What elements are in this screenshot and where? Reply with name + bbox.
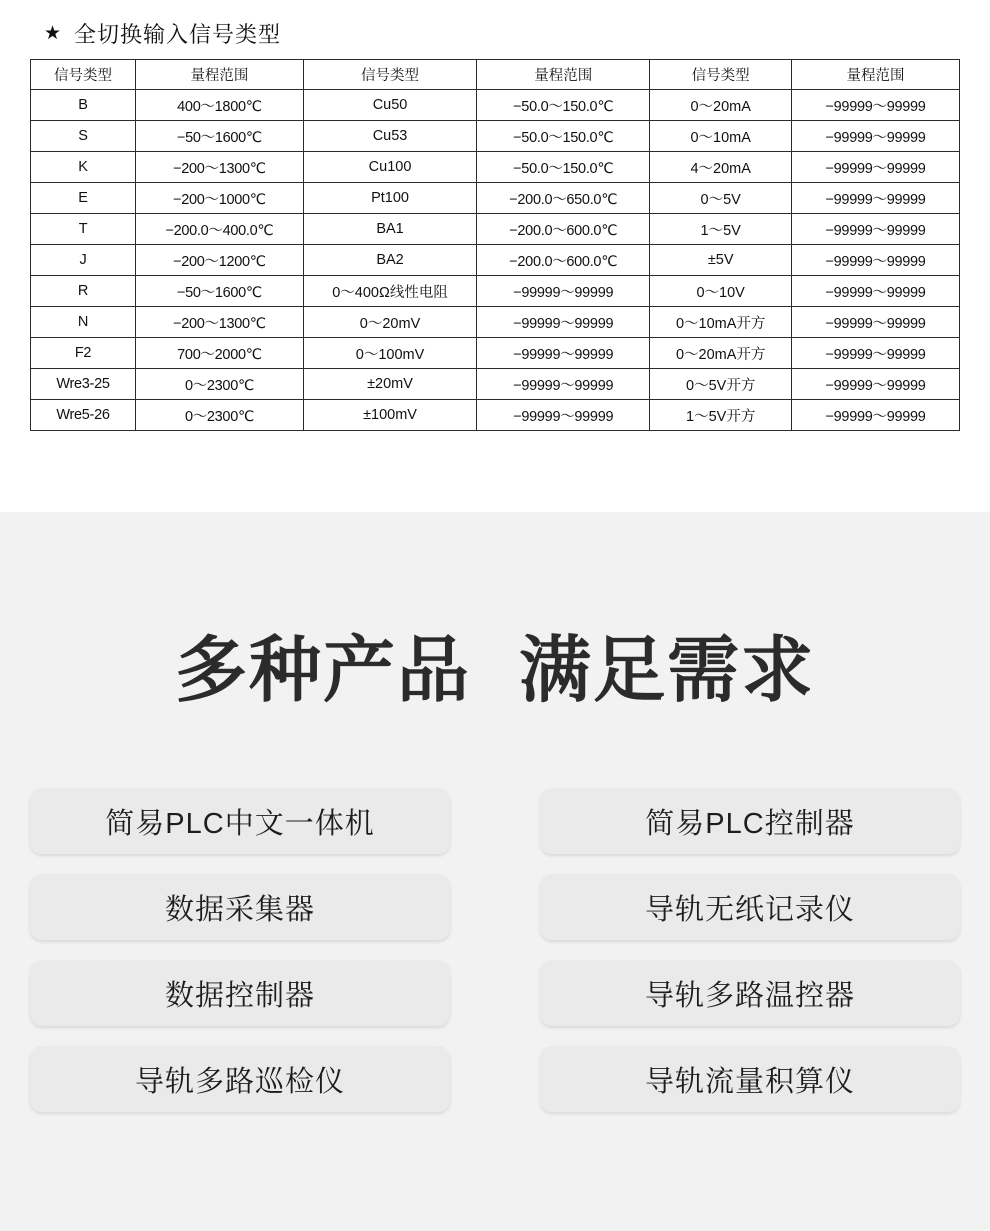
- cell-range: −50～1600℃: [135, 121, 303, 152]
- cell-range: −99999～99999: [792, 400, 960, 431]
- column-header: 信号类型: [31, 60, 136, 90]
- cell-range: −200～1300℃: [135, 307, 303, 338]
- cell-range: −99999～99999: [477, 369, 650, 400]
- cell-signal-type: 0～20mA开方: [650, 338, 792, 369]
- cell-range: −50.0～150.0℃: [477, 152, 650, 183]
- product-item-rail-multichannel-temp-controller[interactable]: 导轨多路温控器: [540, 960, 960, 1026]
- cell-signal-type: Wre5-26: [31, 400, 136, 431]
- cell-range: −99999～99999: [792, 152, 960, 183]
- table-row: [31, 183, 960, 214]
- headline-right: 满足需求: [519, 631, 816, 711]
- headline-left: 多种产品: [174, 631, 471, 711]
- cell-signal-type: 0～5V开方: [650, 369, 792, 400]
- cell-signal-type: 1～5V开方: [650, 400, 792, 431]
- table-row: [31, 338, 960, 369]
- cell-range: −99999～99999: [792, 121, 960, 152]
- cell-range: −99999～99999: [477, 276, 650, 307]
- signal-table-wrapper: [0, 59, 990, 431]
- cell-signal-type: Cu53: [303, 121, 476, 152]
- table-row: [31, 369, 960, 400]
- column-header: 信号类型: [650, 60, 792, 90]
- cell-range: −50.0～150.0℃: [477, 90, 650, 121]
- cell-range: −200.0～600.0℃: [477, 214, 650, 245]
- cell-signal-type: 0～5V: [650, 183, 792, 214]
- cell-signal-type: 1～5V: [650, 214, 792, 245]
- cell-range: 0～2300℃: [135, 369, 303, 400]
- cell-range: −50～1600℃: [135, 276, 303, 307]
- cell-signal-type: 0～10V: [650, 276, 792, 307]
- table-row: [31, 121, 960, 152]
- cell-range: −200～1000℃: [135, 183, 303, 214]
- cell-signal-type: ±20mV: [303, 369, 476, 400]
- product-list: [30, 716, 960, 1112]
- cell-range: −99999～99999: [477, 307, 650, 338]
- cell-range: −200.0～400.0℃: [135, 214, 303, 245]
- product-item-data-controller[interactable]: 数据控制器: [30, 960, 450, 1026]
- column-header: 信号类型: [303, 60, 476, 90]
- cell-signal-type: F2: [31, 338, 136, 369]
- cell-range: −99999～99999: [477, 338, 650, 369]
- signal-type-table: [30, 59, 960, 431]
- section-title: 全切换输入信号类型: [74, 22, 282, 47]
- cell-signal-type: 0～20mA: [650, 90, 792, 121]
- products-section: [0, 512, 990, 1231]
- product-item-rail-paperless-recorder[interactable]: 导轨无纸记录仪: [540, 874, 960, 940]
- cell-range: −99999～99999: [792, 307, 960, 338]
- cell-range: −99999～99999: [792, 338, 960, 369]
- product-item-plc-controller[interactable]: 简易PLC控制器: [540, 788, 960, 854]
- table-row: [31, 245, 960, 276]
- cell-range: 0～2300℃: [135, 400, 303, 431]
- cell-signal-type: ±5V: [650, 245, 792, 276]
- cell-range: −99999～99999: [792, 214, 960, 245]
- cell-range: 700～2000℃: [135, 338, 303, 369]
- cell-range: −99999～99999: [792, 369, 960, 400]
- cell-signal-type: Cu50: [303, 90, 476, 121]
- table-row: [31, 276, 960, 307]
- section-heading: [0, 0, 990, 59]
- table-row: [31, 400, 960, 431]
- cell-range: −99999～99999: [792, 90, 960, 121]
- cell-range: 400～1800℃: [135, 90, 303, 121]
- table-row: [31, 307, 960, 338]
- column-header: 量程范围: [792, 60, 960, 90]
- cell-signal-type: R: [31, 276, 136, 307]
- cell-signal-type: N: [31, 307, 136, 338]
- cell-signal-type: T: [31, 214, 136, 245]
- cell-signal-type: 0～10mA: [650, 121, 792, 152]
- cell-signal-type: BA1: [303, 214, 476, 245]
- cell-signal-type: Wre3-25: [31, 369, 136, 400]
- cell-signal-type: ±100mV: [303, 400, 476, 431]
- cell-signal-type: S: [31, 121, 136, 152]
- table-row: [31, 90, 960, 121]
- cell-range: −200.0～650.0℃: [477, 183, 650, 214]
- cell-signal-type: B: [31, 90, 136, 121]
- cell-signal-type: 0～400Ω线性电阻: [303, 276, 476, 307]
- cell-signal-type: 0～10mA开方: [650, 307, 792, 338]
- cell-signal-type: J: [31, 245, 136, 276]
- cell-signal-type: 0～20mV: [303, 307, 476, 338]
- cell-range: −50.0～150.0℃: [477, 121, 650, 152]
- product-item-rail-flow-totalizer[interactable]: 导轨流量积算仪: [540, 1046, 960, 1112]
- cell-range: −200～1300℃: [135, 152, 303, 183]
- cell-range: −99999～99999: [792, 183, 960, 214]
- cell-range: −99999～99999: [792, 276, 960, 307]
- cell-range: −200.0～600.0℃: [477, 245, 650, 276]
- product-item-data-acquisition[interactable]: 数据采集器: [30, 874, 450, 940]
- cell-signal-type: 4～20mA: [650, 152, 792, 183]
- star-icon: ★: [44, 23, 63, 44]
- table-row: [31, 214, 960, 245]
- cell-signal-type: Pt100: [303, 183, 476, 214]
- product-item-rail-multichannel-inspector[interactable]: 导轨多路巡检仪: [30, 1046, 450, 1112]
- cell-range: −99999～99999: [792, 245, 960, 276]
- table-row: [31, 152, 960, 183]
- cell-range: −200～1200℃: [135, 245, 303, 276]
- signal-type-section: [0, 0, 990, 512]
- cell-range: −99999～99999: [477, 400, 650, 431]
- cell-signal-type: 0～100mV: [303, 338, 476, 369]
- column-header: 量程范围: [135, 60, 303, 90]
- cell-signal-type: Cu100: [303, 152, 476, 183]
- cell-signal-type: E: [31, 183, 136, 214]
- products-headline: [0, 512, 990, 716]
- table-header-row: [31, 60, 960, 90]
- column-header: 量程范围: [477, 60, 650, 90]
- cell-signal-type: K: [31, 152, 136, 183]
- cell-signal-type: BA2: [303, 245, 476, 276]
- product-item-plc-chinese-integrated[interactable]: 简易PLC中文一体机: [30, 788, 450, 854]
